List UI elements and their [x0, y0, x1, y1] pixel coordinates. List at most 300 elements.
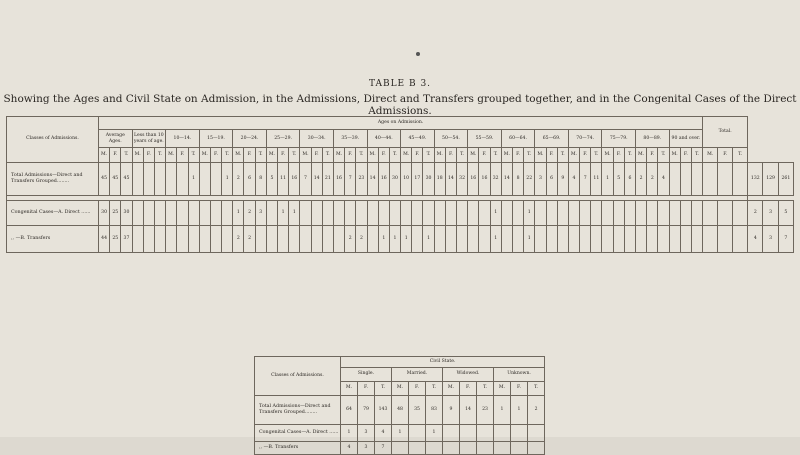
age-cell [199, 163, 210, 196]
age-group-header: Average Ages. [99, 130, 133, 148]
sex-subheader: M. [636, 148, 647, 163]
sex-subheader: T. [188, 148, 199, 163]
civil-cell: 2 [528, 396, 545, 425]
age-cell [401, 201, 412, 226]
table-row [255, 425, 545, 442]
civil-cell: 23 [477, 396, 494, 425]
age-cell: 25 [110, 226, 121, 253]
sex-subheader: T. [121, 148, 132, 163]
civil-cell: 4 [375, 425, 392, 442]
age-group-header: 70—74. [568, 130, 602, 148]
age-cell [591, 226, 602, 253]
table-row [7, 201, 794, 226]
total-cell: 129 [763, 163, 778, 196]
age-cell: 1 [490, 226, 501, 253]
age-group-header: 60—64. [501, 130, 535, 148]
age-cell [412, 226, 423, 253]
age-cell: 2 [636, 163, 647, 196]
sex-subheader: T. [658, 148, 669, 163]
age-group-header: 45—49. [401, 130, 435, 148]
age-cell: 2 [356, 226, 367, 253]
age-cell [434, 201, 445, 226]
sex-subheader: F. [546, 148, 557, 163]
ink-dot [416, 52, 420, 56]
age-cell [154, 226, 165, 253]
sex-subheader: M. [199, 148, 210, 163]
age-cell: 1 [278, 201, 289, 226]
age-cell [733, 163, 748, 196]
age-cell: 7 [580, 163, 591, 196]
civil-cell [477, 442, 494, 455]
civil-cell [443, 425, 460, 442]
sex-subheader: T. [490, 148, 501, 163]
age-cell [468, 226, 479, 253]
age-cell [647, 201, 658, 226]
sex-subheader: F. [110, 148, 121, 163]
total-cell: 5 [778, 201, 793, 226]
age-group-header: 80—89. [636, 130, 670, 148]
civil-cell [511, 442, 528, 455]
age-cell [300, 226, 311, 253]
age-cell [345, 201, 356, 226]
sex-subheader: F. [210, 148, 221, 163]
age-cell: 2 [244, 226, 255, 253]
age-cell: 5 [266, 163, 277, 196]
age-cell [188, 201, 199, 226]
civil-classes-header: Classes of Admissions. [255, 357, 341, 396]
civil-cell: 9 [443, 396, 460, 425]
sex-subheader: F. [409, 382, 426, 396]
age-cell: 1 [222, 163, 233, 196]
sex-subheader: M. [434, 148, 445, 163]
sex-subheader: F. [580, 148, 591, 163]
age-cell [718, 226, 733, 253]
total-header: Total. [703, 117, 748, 148]
age-cell [177, 226, 188, 253]
age-cell [143, 163, 154, 196]
age-cell [423, 201, 434, 226]
sex-subheader: T. [624, 148, 635, 163]
civil-cell [477, 425, 494, 442]
sex-subheader: M. [392, 382, 409, 396]
age-cell [255, 226, 266, 253]
sex-subheader: F. [378, 148, 389, 163]
age-cell [434, 226, 445, 253]
age-cell [266, 226, 277, 253]
age-cell: 44 [99, 226, 110, 253]
age-cell [132, 226, 143, 253]
age-cell [166, 163, 177, 196]
sex-subheader: M. [501, 148, 512, 163]
age-cell: 8 [255, 163, 266, 196]
age-cell [669, 226, 680, 253]
sex-subheader: M. [443, 382, 460, 396]
sex-subheader: F. [512, 148, 523, 163]
civil-group-header: Widowed. [443, 368, 494, 382]
civil-cell: 7 [375, 442, 392, 455]
age-cell: 7 [345, 163, 356, 196]
age-group-header: 55—59. [468, 130, 502, 148]
age-cell [154, 163, 165, 196]
classes-header: Classes of Admissions. [7, 117, 99, 163]
age-cell [367, 226, 378, 253]
age-cell [333, 201, 344, 226]
table-row [255, 442, 545, 455]
sex-subheader: M. [300, 148, 311, 163]
sex-subheader: T. [389, 148, 400, 163]
age-cell [647, 226, 658, 253]
sex-subheader: M. [333, 148, 344, 163]
civil-cell [528, 425, 545, 442]
table-row [255, 396, 545, 425]
age-cell [718, 201, 733, 226]
row-label: Total Admissions—Direct and Transfers Grouped........ [7, 163, 99, 196]
age-cell [718, 163, 733, 196]
row-label: ,, —B. Transfers [7, 226, 99, 253]
sex-subheader: T. [426, 382, 443, 396]
civil-cell: 79 [358, 396, 375, 425]
sex-subheader: T. [457, 148, 468, 163]
sex-subheader: F. [177, 148, 188, 163]
sex-subheader: F. [680, 148, 691, 163]
age-cell [669, 163, 680, 196]
age-group-header: 40—44. [367, 130, 401, 148]
age-cell: 16 [468, 163, 479, 196]
civil-cell [409, 425, 426, 442]
age-cell [568, 201, 579, 226]
age-group-header: 20—24. [233, 130, 267, 148]
age-group-header: 75—79. [602, 130, 636, 148]
civil-cell: 35 [409, 396, 426, 425]
age-cell: 6 [624, 163, 635, 196]
age-cell: 14 [445, 163, 456, 196]
sex-subheader: F. [143, 148, 154, 163]
age-cell: 45 [121, 163, 132, 196]
age-cell [512, 201, 523, 226]
age-cell: 6 [244, 163, 255, 196]
civil-cell [409, 442, 426, 455]
age-cell: 10 [401, 163, 412, 196]
age-cell: 1 [524, 201, 535, 226]
age-cell [210, 201, 221, 226]
age-cell: 45 [110, 163, 121, 196]
age-cell: 11 [278, 163, 289, 196]
age-cell [322, 226, 333, 253]
age-cell [602, 226, 613, 253]
age-cell [132, 163, 143, 196]
civil-cell: 3 [358, 442, 375, 455]
age-cell [266, 201, 277, 226]
sex-subheader: M. [468, 148, 479, 163]
sex-subheader: T. [154, 148, 165, 163]
sex-subheader: F. [412, 148, 423, 163]
sex-subheader: F. [718, 148, 733, 163]
age-cell: 14 [367, 163, 378, 196]
row-label: Total Admissions—Direct and Transfers Grouped........ [255, 396, 341, 425]
civil-state-header: Civil State. [341, 357, 545, 368]
civil-cell: 48 [392, 396, 409, 425]
sex-subheader: M. [367, 148, 378, 163]
civil-cell [460, 442, 477, 455]
sex-subheader: T. [322, 148, 333, 163]
civil-group-header: Married. [392, 368, 443, 382]
age-cell [300, 201, 311, 226]
sex-subheader: F. [647, 148, 658, 163]
age-cell: 21 [322, 163, 333, 196]
sex-subheader: F. [244, 148, 255, 163]
age-cell [733, 201, 748, 226]
civil-cell: 1 [426, 425, 443, 442]
age-cell: 7 [300, 163, 311, 196]
age-cell [535, 226, 546, 253]
age-cell: 14 [501, 163, 512, 196]
age-cell: 9 [557, 163, 568, 196]
civil-cell: 1 [494, 396, 511, 425]
age-cell [367, 201, 378, 226]
age-cell: 23 [356, 163, 367, 196]
sex-subheader: M. [669, 148, 680, 163]
civil-cell [494, 425, 511, 442]
age-cell [512, 226, 523, 253]
civil-cell: 4 [341, 442, 358, 455]
civil-state-table [254, 356, 545, 455]
civil-cell: 1 [511, 396, 528, 425]
row-label: Congenital Cases—A. Direct ...... [255, 425, 341, 442]
row-label: ,, —B. Transfers [255, 442, 341, 455]
age-cell: 3 [535, 163, 546, 196]
age-cell [199, 201, 210, 226]
age-cell [445, 201, 456, 226]
total-cell: 132 [748, 163, 763, 196]
age-cell [501, 226, 512, 253]
age-cell: 30 [389, 163, 400, 196]
age-cell [311, 226, 322, 253]
age-cell: 1 [602, 163, 613, 196]
age-cell: 1 [188, 163, 199, 196]
civil-cell [426, 442, 443, 455]
age-cell: 30 [121, 201, 132, 226]
civil-cell: 1 [341, 425, 358, 442]
age-cell: 45 [99, 163, 110, 196]
age-cell: 30 [99, 201, 110, 226]
civil-group-header: Unknown. [494, 368, 545, 382]
age-cell [680, 226, 691, 253]
sex-subheader: M. [132, 148, 143, 163]
sex-subheader: M. [703, 148, 718, 163]
age-cell [166, 226, 177, 253]
age-cell: 1 [490, 201, 501, 226]
sex-subheader: T. [591, 148, 602, 163]
age-group-header: 15—19. [199, 130, 233, 148]
age-cell [188, 226, 199, 253]
age-cell [210, 163, 221, 196]
age-cell: 1 [524, 226, 535, 253]
sex-subheader: F. [479, 148, 490, 163]
age-cell [568, 226, 579, 253]
table-row [7, 163, 794, 196]
sex-subheader: F. [445, 148, 456, 163]
age-cell [680, 201, 691, 226]
age-cell: 37 [121, 226, 132, 253]
total-cell: 3 [763, 201, 778, 226]
table-title: TABLE B 3. [368, 79, 432, 89]
age-cell: 3 [255, 201, 266, 226]
age-cell [613, 226, 624, 253]
age-cell: 1 [389, 226, 400, 253]
age-cell [177, 201, 188, 226]
civil-cell [392, 442, 409, 455]
age-cell: 14 [311, 163, 322, 196]
sex-subheader: F. [345, 148, 356, 163]
age-cell [311, 201, 322, 226]
age-cell [680, 163, 691, 196]
table-row [7, 226, 794, 253]
age-group-header: Less than 10 years of age. [132, 130, 166, 148]
sex-subheader: M. [568, 148, 579, 163]
age-cell [210, 226, 221, 253]
age-cell: 16 [289, 163, 300, 196]
age-cell: 2 [233, 226, 244, 253]
sex-subheader: T. [691, 148, 702, 163]
age-group-header: 90 and over. [669, 130, 703, 148]
sex-subheader: M. [535, 148, 546, 163]
age-cell [222, 226, 233, 253]
age-cell [624, 201, 635, 226]
sex-subheader: T. [356, 148, 367, 163]
age-cell: 2 [345, 226, 356, 253]
age-group-header: 10—14. [166, 130, 200, 148]
age-cell: 32 [490, 163, 501, 196]
age-cell [535, 201, 546, 226]
civil-cell: 64 [341, 396, 358, 425]
age-cell [691, 163, 702, 196]
age-cell: 1 [423, 226, 434, 253]
sex-subheader: T. [222, 148, 233, 163]
age-cell: 6 [546, 163, 557, 196]
age-cell [636, 226, 647, 253]
row-label: Congenital Cases—A. Direct ...... [7, 201, 99, 226]
age-group-header: 50—54. [434, 130, 468, 148]
age-cell [412, 201, 423, 226]
sex-subheader: M. [341, 382, 358, 396]
sex-subheader: T. [477, 382, 494, 396]
age-cell [333, 226, 344, 253]
age-cell: 25 [110, 201, 121, 226]
total-cell: 3 [763, 226, 778, 253]
age-cell: 18 [434, 163, 445, 196]
age-cell [580, 226, 591, 253]
age-cell: 2 [233, 163, 244, 196]
age-cell [154, 201, 165, 226]
civil-cell [528, 442, 545, 455]
age-cell [703, 163, 718, 196]
age-group-header: 65—69. [535, 130, 569, 148]
civil-cell: 14 [460, 396, 477, 425]
age-cell [445, 226, 456, 253]
age-cell [177, 163, 188, 196]
age-cell [132, 201, 143, 226]
sex-subheader: T. [524, 148, 535, 163]
age-cell [580, 201, 591, 226]
sex-subheader: M. [99, 148, 110, 163]
sex-subheader: M. [266, 148, 277, 163]
sex-subheader: T. [289, 148, 300, 163]
age-cell: 2 [244, 201, 255, 226]
civil-cell [443, 442, 460, 455]
total-cell: 261 [778, 163, 793, 196]
age-cell [669, 201, 680, 226]
total-cell: 4 [748, 226, 763, 253]
civil-cell: 1 [392, 425, 409, 442]
sex-subheader: T. [255, 148, 266, 163]
sex-subheader: F. [511, 382, 528, 396]
sex-subheader: F. [278, 148, 289, 163]
age-cell [557, 201, 568, 226]
age-cell: 16 [378, 163, 389, 196]
age-cell [691, 201, 702, 226]
sex-subheader: M. [401, 148, 412, 163]
sex-subheader: M. [233, 148, 244, 163]
civil-cell [494, 442, 511, 455]
age-cell [289, 226, 300, 253]
age-cell [457, 226, 468, 253]
age-group-header: 35—39. [333, 130, 367, 148]
age-cell [546, 201, 557, 226]
age-cell: 16 [333, 163, 344, 196]
sex-subheader: F. [613, 148, 624, 163]
age-cell [378, 201, 389, 226]
civil-cell: 83 [426, 396, 443, 425]
age-cell: 8 [512, 163, 523, 196]
age-cell: 1 [378, 226, 389, 253]
table-subtitle: Showing the Ages and Civil State on Admission, in the Admissions, Direct and Transfers grouped together, and in the Congenital Cases of the Direct Admissions. [3, 93, 797, 117]
age-cell: 22 [524, 163, 535, 196]
age-cell [222, 201, 233, 226]
age-cell [658, 226, 669, 253]
age-cell [602, 201, 613, 226]
sex-subheader: M. [602, 148, 613, 163]
age-cell: 1 [289, 201, 300, 226]
age-cell: 11 [591, 163, 602, 196]
sex-subheader: T. [375, 382, 392, 396]
age-cell [457, 201, 468, 226]
sex-subheader: T. [423, 148, 434, 163]
age-cell: 1 [401, 226, 412, 253]
age-cell: 16 [479, 163, 490, 196]
age-cell: 2 [647, 163, 658, 196]
age-group-header: 30—34. [300, 130, 334, 148]
civil-cell: 143 [375, 396, 392, 425]
total-cell: 7 [778, 226, 793, 253]
civil-cell [511, 425, 528, 442]
age-cell [501, 201, 512, 226]
age-group-header: 25—29. [266, 130, 300, 148]
age-cell: 17 [412, 163, 423, 196]
ages-header: Ages on Admission. [99, 117, 703, 130]
age-cell [636, 201, 647, 226]
age-cell: 4 [568, 163, 579, 196]
age-cell [591, 201, 602, 226]
sex-subheader: T. [733, 148, 748, 163]
age-cell [278, 226, 289, 253]
age-cell [703, 201, 718, 226]
age-cell: 5 [613, 163, 624, 196]
age-cell [557, 226, 568, 253]
sex-subheader: M. [166, 148, 177, 163]
sex-subheader: F. [460, 382, 477, 396]
age-cell [691, 226, 702, 253]
age-cell [143, 226, 154, 253]
